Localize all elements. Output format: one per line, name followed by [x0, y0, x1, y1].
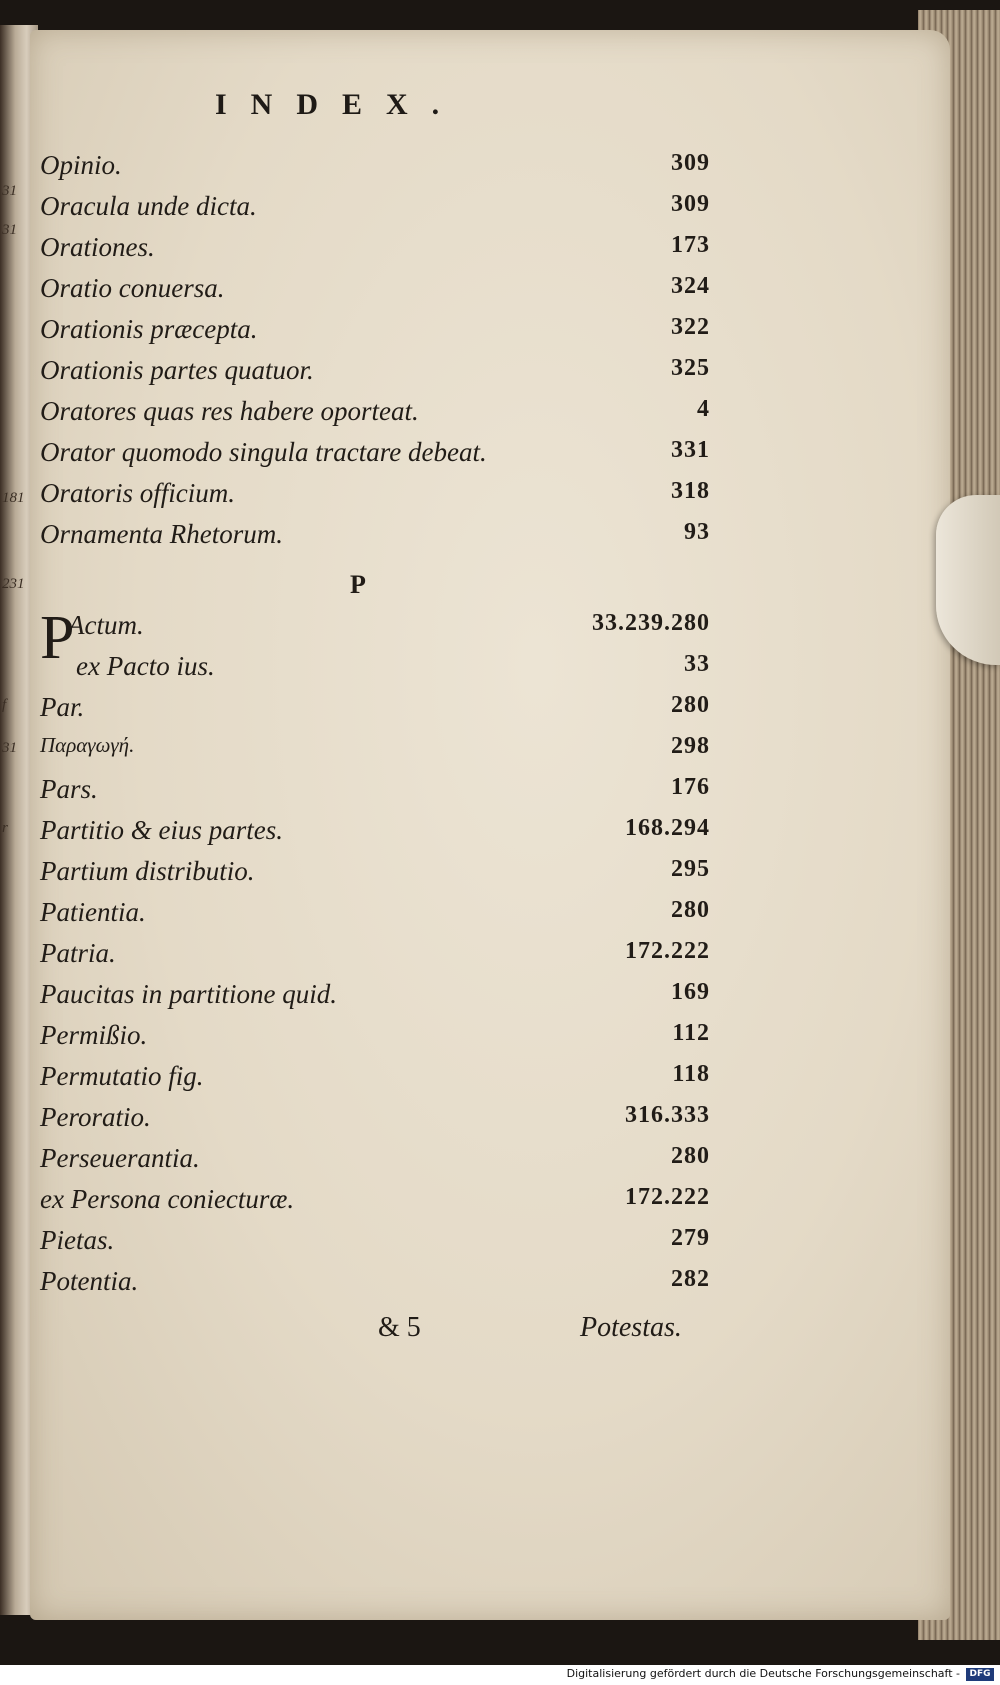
index-term: Παραγωγή.: [40, 733, 135, 757]
index-term: Orationes.: [40, 232, 155, 262]
signature-mark: & 5: [378, 1312, 421, 1343]
index-pages: 331: [671, 437, 710, 463]
index-term: ex Pacto ius.: [76, 651, 215, 681]
index-pages: 280: [671, 692, 710, 718]
index-pages: 168.294: [625, 815, 710, 841]
index-entry: [40, 314, 710, 354]
digitization-footer: [0, 1665, 1000, 1685]
index-pages: 172.222: [625, 938, 710, 964]
index-entry: [40, 1225, 710, 1265]
index-pages: 172.222: [625, 1184, 710, 1210]
index-term: Permutatio fig.: [40, 1061, 204, 1091]
index-pages: 309: [671, 191, 710, 217]
index-pages: 173: [671, 232, 710, 258]
index-pages: 318: [671, 478, 710, 504]
index-pages: 282: [671, 1266, 710, 1292]
index-entry: [40, 1102, 710, 1142]
index-term: Partitio & eius partes.: [40, 815, 283, 845]
index-entry: [40, 733, 710, 773]
index-term: Patria.: [40, 938, 116, 968]
index-entry: [40, 979, 710, 1019]
dfg-logo: DFG: [966, 1668, 994, 1681]
index-term: Partium distributio.: [40, 856, 255, 886]
index-entry: [40, 774, 710, 814]
margin-mark: 31: [2, 222, 17, 238]
index-term: Permißio.: [40, 1020, 148, 1050]
index-entry: [40, 1266, 710, 1306]
index-entry: [40, 938, 710, 978]
index-term: Par.: [40, 692, 85, 722]
index-pages: 298: [671, 733, 710, 759]
index-entry: [40, 1061, 710, 1101]
index-entry: [40, 437, 710, 477]
index-term: Paucitas in partitione quid.: [40, 979, 337, 1009]
index-term: Pars.: [40, 774, 98, 804]
index-pages: 4: [697, 396, 710, 422]
section-letter: P: [350, 570, 366, 599]
index-entry: [40, 150, 710, 190]
index-pages: 325: [671, 355, 710, 381]
margin-mark: 31: [2, 183, 17, 199]
footer-text: Digitalisierung gefördert durch die Deutsche Forschungsgemeinschaft -: [566, 1667, 960, 1680]
margin-mark: 231: [2, 576, 25, 592]
index-entry: [40, 273, 710, 313]
index-entry: [40, 610, 710, 650]
index-pages: 322: [671, 314, 710, 340]
index-term: Oracula unde dicta.: [40, 191, 257, 221]
index-term: Orator quomodo singula tractare debeat.: [40, 437, 487, 467]
index-term: Actum.: [68, 610, 144, 640]
index-entry: [40, 692, 710, 732]
margin-mark: 31: [2, 740, 17, 756]
index-term: Orationis præcepta.: [40, 314, 258, 344]
index-entry: [40, 191, 710, 231]
index-pages: 33: [684, 651, 710, 677]
index-term: Patientia.: [40, 897, 146, 927]
index-entry: [40, 1020, 710, 1060]
index-term: Perseuerantia.: [40, 1143, 200, 1173]
index-term: Oratio conuersa.: [40, 273, 225, 303]
index-pages: 295: [671, 856, 710, 882]
index-entry: [40, 651, 710, 691]
index-pages: 93: [684, 519, 710, 545]
index-pages: 324: [671, 273, 710, 299]
index-pages: 279: [671, 1225, 710, 1251]
index-entry: [40, 1143, 710, 1183]
index-term: Oratoris officium.: [40, 478, 236, 508]
index-pages: 112: [672, 1020, 710, 1046]
index-entry: [40, 897, 710, 937]
index-pages: 169: [671, 979, 710, 1005]
catchword: Potestas.: [580, 1312, 682, 1343]
index-pages: 118: [672, 1061, 710, 1087]
margin-mark: f: [2, 697, 7, 713]
index-pages: 316.333: [625, 1102, 710, 1128]
margin-mark: r: [2, 820, 8, 836]
drop-cap: P: [40, 604, 75, 672]
index-pages: 309: [671, 150, 710, 176]
index-term: Ornamenta Rhetorum.: [40, 519, 283, 549]
index-term: Peroratio.: [40, 1102, 151, 1132]
index-entry: [40, 519, 710, 559]
index-term: Pietas.: [40, 1225, 115, 1255]
index-term: Potentia.: [40, 1266, 139, 1296]
index-term: Opinio.: [40, 150, 122, 180]
index-entry: [40, 355, 710, 395]
index-pages: 176: [671, 774, 710, 800]
margin-mark: 181: [2, 490, 25, 506]
page-title: INDEX.: [215, 88, 464, 121]
index-entry: [40, 856, 710, 896]
index-term: Oratores quas res habere oporteat.: [40, 396, 419, 426]
index-pages: 33.239.280: [592, 610, 710, 636]
index-entry: [40, 478, 710, 518]
index-entry: [40, 232, 710, 272]
index-entry: [40, 396, 710, 436]
index-entry: [40, 1184, 710, 1224]
index-pages: 280: [671, 897, 710, 923]
index-term: Orationis partes quatuor.: [40, 355, 314, 385]
index-pages: 280: [671, 1143, 710, 1169]
index-term: ex Persona coniecturæ.: [40, 1184, 295, 1214]
index-entry: [40, 815, 710, 855]
